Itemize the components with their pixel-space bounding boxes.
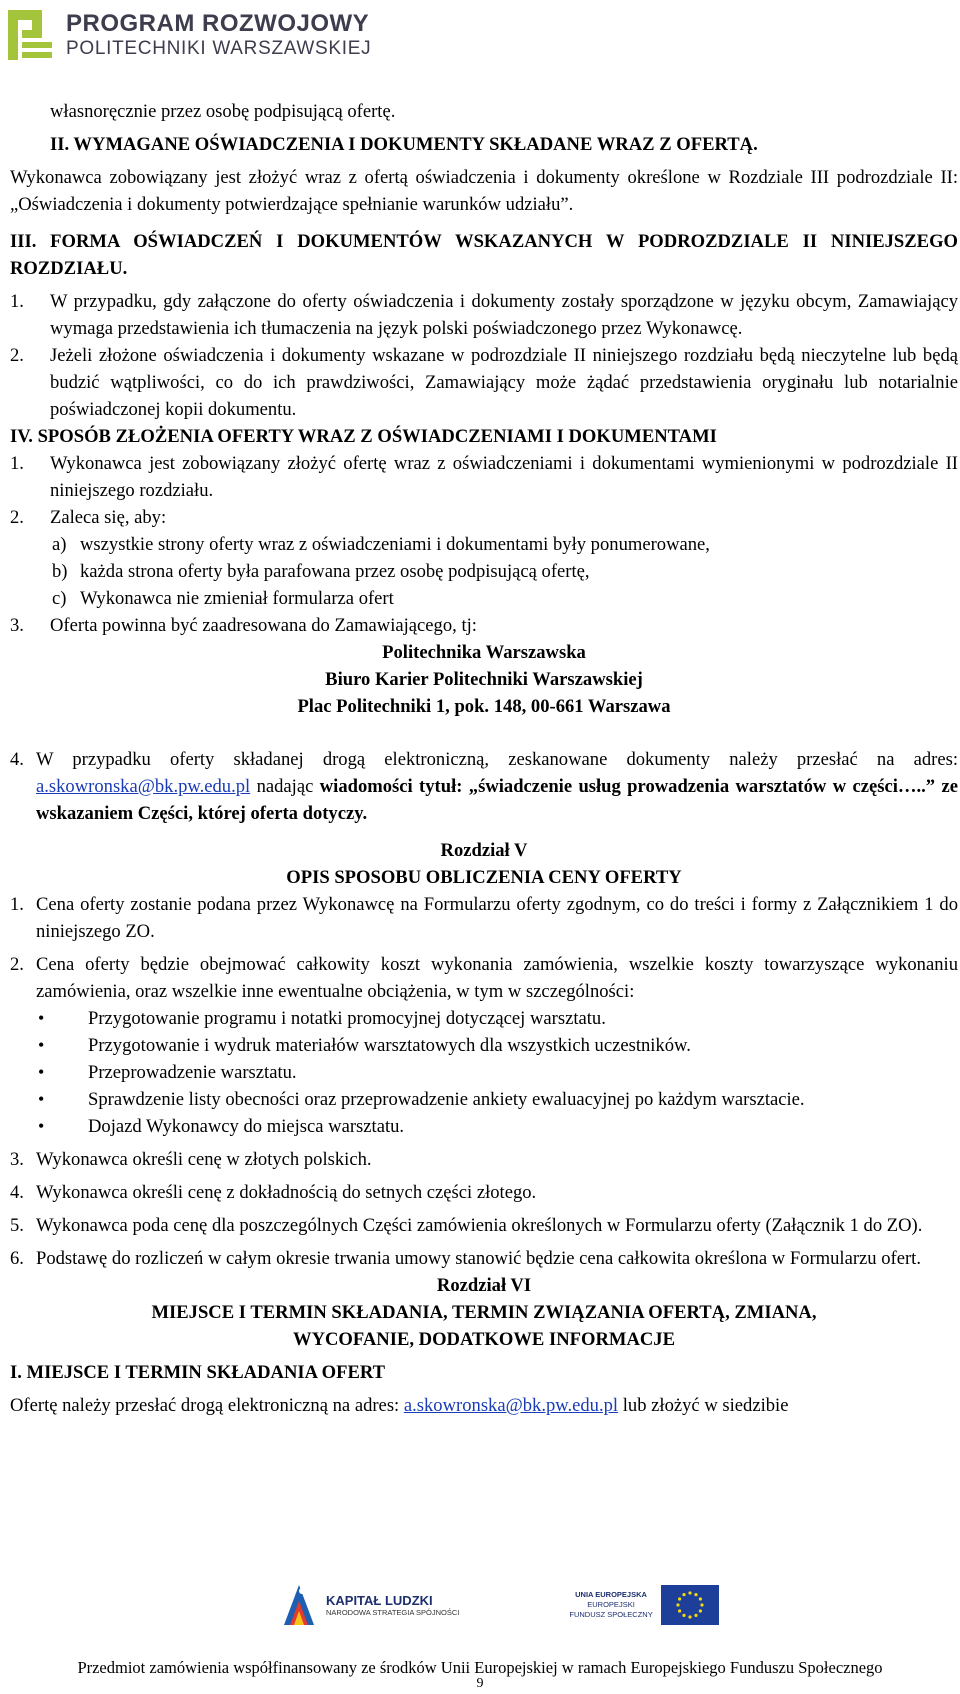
sub-list-item xyxy=(10,531,958,558)
eu-flag-icon xyxy=(661,1585,719,1625)
list-item xyxy=(10,1245,958,1272)
last-paragraph-text: Ofertę należy przesłać drogą elektroniczną na adres: xyxy=(10,1395,404,1416)
footer-logos xyxy=(280,1581,719,1629)
list-text: Wykonawca określi cenę z dokładnością do setnych części złotego. xyxy=(36,1182,537,1203)
list-text xyxy=(36,746,958,827)
list-text: Cena oferty będzie obejmować całkowity koszt wykonania zamówienia, wszelkie koszty towarzyszące wykonaniu zamówienia, oraz wszelkie inne ewentualne obciążenia, w tym w szczególności: xyxy=(36,954,958,1002)
list-item xyxy=(10,951,958,1005)
list-number: 1. xyxy=(10,453,24,474)
list-number: 1. xyxy=(10,894,24,915)
bullet-item xyxy=(10,1032,958,1059)
list-text: Wykonawca poda cenę dla poszczególnych Części zamówienia określonych w Formularzu oferty (Załącznik 1 do ZO). xyxy=(36,1215,923,1236)
sub-list-letter: b) xyxy=(52,561,68,582)
kapital-ludzki-logo xyxy=(280,1581,459,1629)
chapter-VI-title-line2: WYCOFANIE, DODATKOWE INFORMACJE xyxy=(292,1329,676,1350)
intro-paragraph: własnoręcznie przez osobę podpisującą ofertę. xyxy=(50,101,396,122)
list-number: 2. xyxy=(10,954,24,975)
eu-line2: EUROPEJSKI xyxy=(587,1600,635,1609)
bullet-icon xyxy=(38,1086,88,1113)
item4-bold-text: wiadomości tytuł: „świadczenie usług prowadzenia warsztatów w części…..” ze wskazaniem Części, której oferta dotyczy. xyxy=(36,776,958,824)
list-text: Wykonawca określi cenę w złotych polskich. xyxy=(36,1149,372,1170)
eu-logo xyxy=(569,1585,718,1625)
list-number: 3. xyxy=(10,615,24,636)
sub-list-letter: c) xyxy=(52,588,67,609)
list-number: 4. xyxy=(10,749,24,770)
bullet-icon xyxy=(38,1032,88,1059)
kapital-ludzki-icon xyxy=(280,1581,318,1629)
address-line: Plac Politechniki 1, pok. 148, 00-661 Warszawa xyxy=(297,696,671,717)
list-item xyxy=(10,612,958,639)
bullet-item xyxy=(10,1059,958,1086)
list-text: Podstawę do rozliczeń w całym okresie trwania umowy stanowić będzie cena całkowita określona w Formularzu ofert. xyxy=(36,1248,921,1269)
chapter-VI-label: Rozdział VI xyxy=(436,1275,532,1296)
bullet-item xyxy=(10,1113,958,1140)
section-IV-heading: IV. SPOSÓB ZŁOŻENIA OFERTY WRAZ Z OŚWIADCZENIAMI I DOKUMENTAMI xyxy=(10,426,717,447)
address-line: Politechnika Warszawska xyxy=(382,642,586,663)
chapter-V-label: Rozdział V xyxy=(440,840,528,861)
document-body xyxy=(10,98,958,1419)
chapter-VI-title-line1: MIEJSCE I TERMIN SKŁADANIA, TERMIN ZWIĄZANIA OFERTĄ, ZMIANA, xyxy=(151,1302,817,1323)
list-number: 3. xyxy=(10,1149,24,1170)
list-item xyxy=(10,288,958,342)
item4-text-2: nadając xyxy=(250,776,320,797)
list-item xyxy=(10,1146,958,1173)
page-number: 9 xyxy=(476,1676,484,1691)
bullet-icon xyxy=(38,1059,88,1086)
header-logo xyxy=(6,2,371,68)
list-item xyxy=(10,1179,958,1206)
sub-list-text: wszystkie strony oferty wraz z oświadczeniami i dokumentami były ponumerowane, xyxy=(80,534,710,555)
bullet-text: Przygotowanie i wydruk materiałów warsztatowych dla wszystkich uczestników. xyxy=(88,1035,691,1056)
logo-title: PROGRAM ROZWOJOWY xyxy=(66,10,370,37)
address-line: Biuro Karier Politechniki Warszawskiej xyxy=(325,669,643,690)
bullet-icon xyxy=(38,1113,88,1140)
list-text: Oferta powinna być zaadresowana do Zamawiającego, tj: xyxy=(50,615,477,636)
section-II-paragraph: Wykonawca zobowiązany jest złożyć wraz z ofertą oświadczenia i dokumenty określone w Rozdziale III podrozdziale II: „Oświadczenia i dokumenty potwierdzające spełnianie warunków udziału”. xyxy=(10,167,958,215)
eu-line1: UNIA EUROPEJSKA xyxy=(575,1590,647,1599)
list-item xyxy=(10,504,958,531)
last-paragraph xyxy=(10,1392,958,1419)
list-number: 1. xyxy=(10,291,24,312)
cofinance-note: Przedmiot zamówienia współfinansowany ze środków Unii Europejskiej w ramach Europejskiego Funduszu Społecznego xyxy=(77,1658,883,1677)
list-number: 2. xyxy=(10,507,24,528)
program-logo-icon xyxy=(6,6,56,64)
eu-line3: FUNDUSZ SPOŁECZNY xyxy=(569,1610,653,1619)
list-item xyxy=(10,891,958,945)
list-number: 5. xyxy=(10,1215,24,1236)
bullet-item xyxy=(10,1086,958,1113)
list-text: Cena oferty zostanie podana przez Wykonawcę na Formularzu oferty zgodnym, co do treści i formy z Załącznikiem 1 do niniejszego ZO. xyxy=(36,894,958,942)
list-item xyxy=(10,450,958,504)
sub-list-item xyxy=(10,585,958,612)
list-text: Wykonawca jest zobowiązany złożyć ofertę wraz z oświadczeniami i dokumentami wymienionymi w podrozdziale II niniejszego rozdziału. xyxy=(50,453,958,501)
kl-subtitle: NARODOWA STRATEGIA SPÓJNOŚCI xyxy=(326,1608,460,1617)
sub-list-item xyxy=(10,558,958,585)
bullet-item xyxy=(10,1005,958,1032)
email-link[interactable]: a.skowronska@bk.pw.edu.pl xyxy=(36,776,251,797)
section-III-heading: III. FORMA OŚWIADCZEŃ I DOKUMENTÓW WSKAZANYCH W PODROZDZIALE II NINIEJSZEGO ROZDZIAŁU. xyxy=(10,231,958,279)
list-number: 2. xyxy=(10,345,24,366)
chapter-V-title: OPIS SPOSOBU OBLICZENIA CENY OFERTY xyxy=(286,867,682,888)
sub-list-text: Wykonawca nie zmieniał formularza ofert xyxy=(80,588,394,609)
list-item xyxy=(10,342,958,423)
list-item xyxy=(10,1212,958,1239)
bullet-text: Dojazd Wykonawcy do miejsca warsztatu. xyxy=(88,1116,405,1137)
bullet-text: Sprawdzenie listy obecności oraz przeprowadzenie ankiety ewaluacyjnej po każdym warsztacie. xyxy=(88,1089,805,1110)
email-link[interactable]: a.skowronska@bk.pw.edu.pl xyxy=(403,1395,619,1416)
bullet-icon xyxy=(38,1005,88,1032)
kl-title: KAPITAŁ LUDZKI xyxy=(326,1593,433,1608)
last-paragraph-text-2: lub złożyć w siedzibie xyxy=(618,1395,789,1416)
bullet-text: Przeprowadzenie warsztatu. xyxy=(88,1062,297,1083)
list-number: 6. xyxy=(10,1248,24,1269)
list-text: W przypadku, gdy załączone do oferty oświadczenia i dokumenty zostały sporządzone w języku obcym, Zamawiający wymaga przedstawienia ich tłumaczenia na język polski poświadczonego przez Wykonawcę. xyxy=(50,291,958,339)
sub-list-letter: a) xyxy=(52,534,67,555)
list-number: 4. xyxy=(10,1182,24,1203)
section-II-heading: II. WYMAGANE OŚWIADCZENIA I DOKUMENTY SKŁADANE WRAZ Z OFERTĄ. xyxy=(50,134,758,155)
list-text: Jeżeli złożone oświadczenia i dokumenty wskazane w podrozdziale II niniejszego rozdziału będą nieczytelne lub będą budzić wątpliwości, co do ich prawdziwości, Zamawiający może żądać przedstawienia oryginału lub notarialnie poświadczonej kopii dokumentu. xyxy=(50,345,958,420)
bullet-text: Przygotowanie programu i notatki promocyjnej dotyczącej warsztatu. xyxy=(88,1008,606,1029)
list-item xyxy=(10,746,958,827)
sub-list-text: każda strona oferty była parafowana przez osobę podpisującą ofertę, xyxy=(80,561,590,582)
list-text: Zaleca się, aby: xyxy=(50,507,167,528)
logo-subtitle: POLITECHNIKI WARSZAWSKIEJ xyxy=(66,38,372,59)
item4-text: W przypadku oferty składanej drogą elektroniczną, zeskanowane dokumenty należy przesłać na adres: xyxy=(36,749,958,770)
section-VI-I-heading: I. MIEJSCE I TERMIN SKŁADANIA OFERT xyxy=(10,1362,386,1383)
